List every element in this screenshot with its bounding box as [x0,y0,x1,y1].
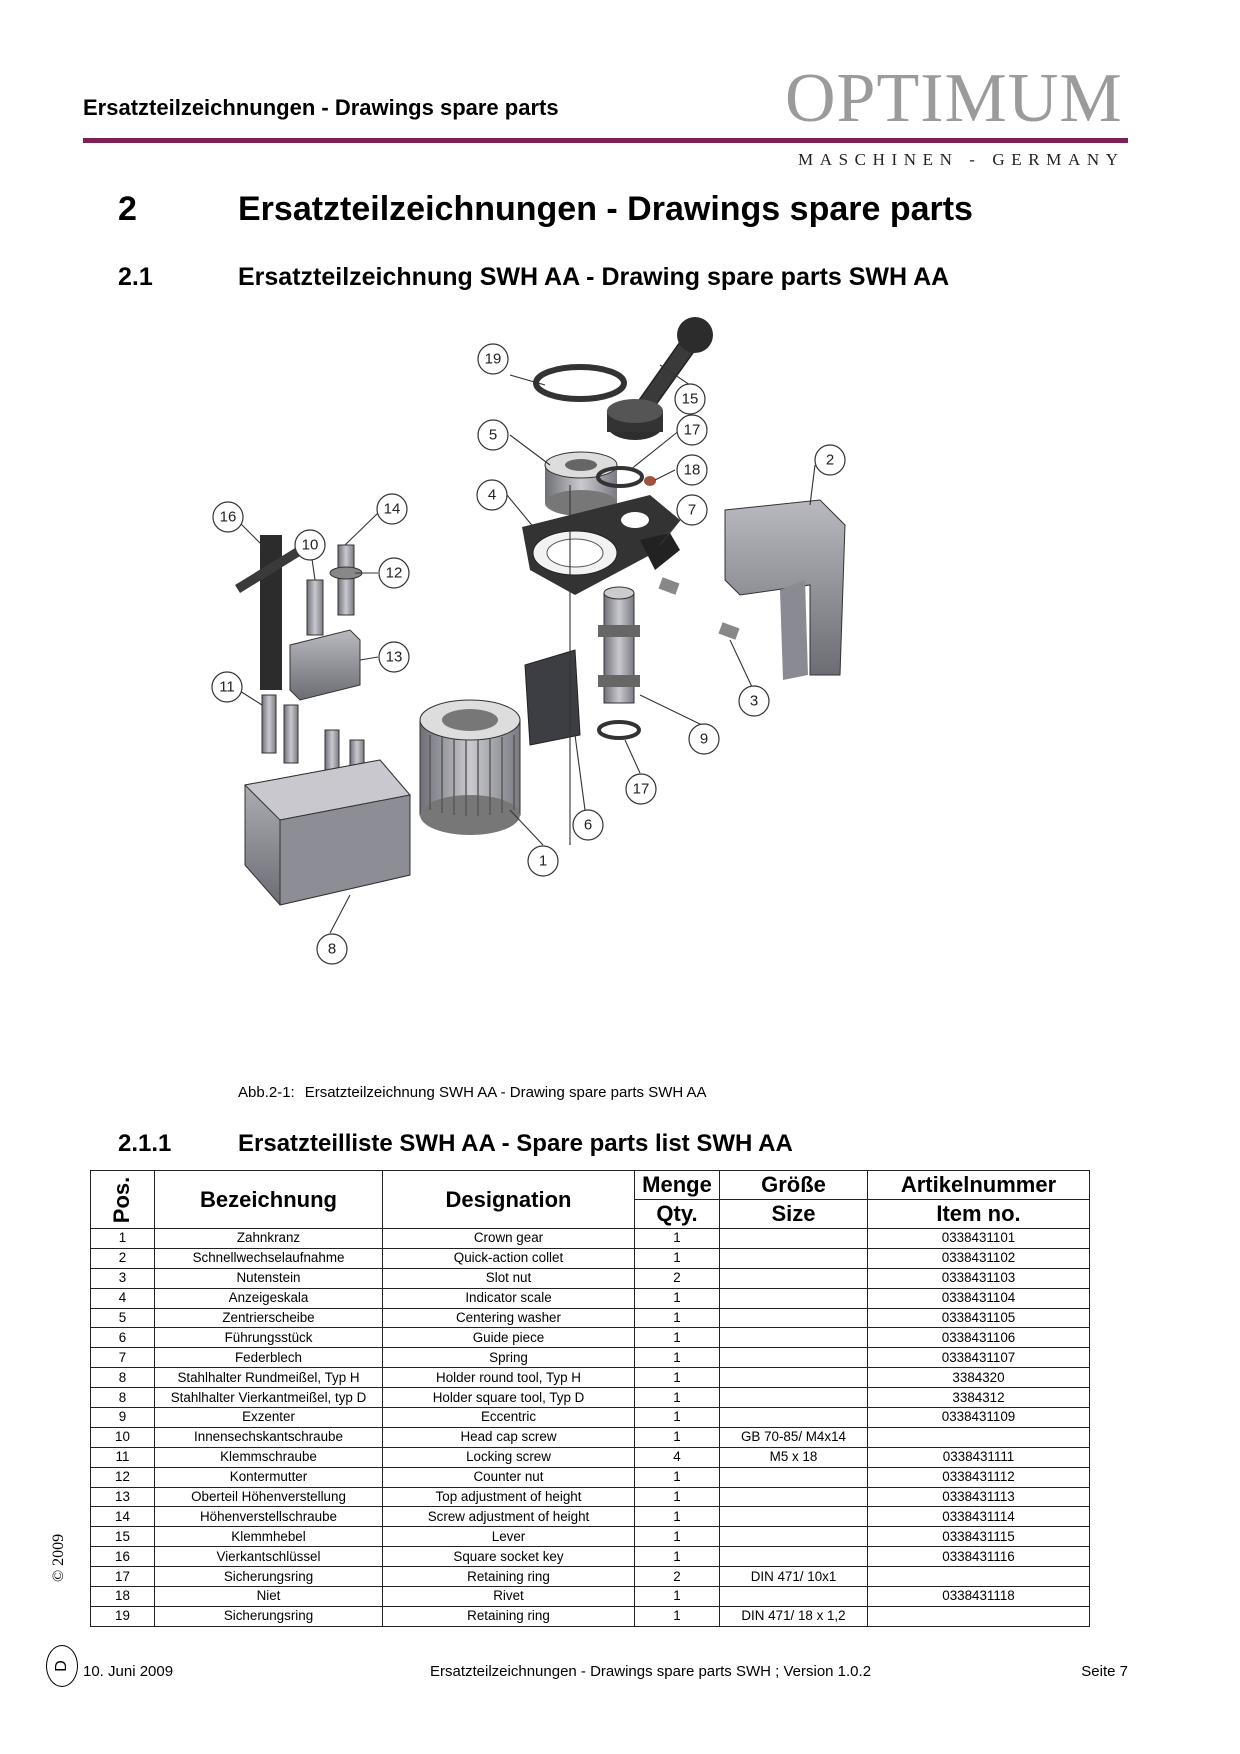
table-row [91,1547,1090,1567]
section-title: Ersatzteilzeichnungen - Drawings spare parts [238,190,973,228]
cell-qty: 2 [635,1268,720,1288]
cell-designation: Head cap screw [383,1427,635,1447]
header-groesse: Größe [720,1171,868,1200]
table-row [91,1567,1090,1587]
figure-caption [238,1084,707,1101]
cell-bezeichnung: Vierkantschlüssel [155,1547,383,1567]
header-menge: Menge [635,1171,720,1200]
cell-qty: 1 [635,1308,720,1328]
part-tool-holder [245,760,410,905]
cell-pos: 2 [91,1248,155,1268]
cell-item-no: 0338431103 [868,1268,1090,1288]
table-row [91,1447,1090,1467]
cell-item-no [868,1427,1090,1447]
table-row [91,1229,1090,1249]
header-rule [83,138,1128,143]
cell-pos: 6 [91,1328,155,1348]
callout-2 [815,445,845,475]
table-row [91,1308,1090,1328]
cell-qty: 1 [635,1487,720,1507]
cell-designation: Retaining ring [383,1567,635,1587]
table-row [91,1248,1090,1268]
cell-designation: Lever [383,1527,635,1547]
table-row [91,1368,1090,1388]
cell-pos: 1 [91,1229,155,1249]
cell-pos: 3 [91,1268,155,1288]
cell-item-no: 0338431102 [868,1248,1090,1268]
svg-text:5: 5 [488,426,498,444]
cell-pos: 8 [91,1388,155,1408]
cell-designation: Screw adjustment of height [383,1507,635,1527]
cell-bezeichnung: Führungsstück [155,1328,383,1348]
svg-text:8: 8 [327,940,337,958]
part-eccentric [598,587,640,703]
table-row [91,1408,1090,1428]
svg-text:6: 6 [583,816,593,834]
callout-8 [317,934,347,964]
cell-pos: 17 [91,1567,155,1587]
cell-size [720,1547,868,1567]
header-bezeichnung: Bezeichnung [155,1171,383,1229]
cell-pos: 11 [91,1447,155,1467]
cell-designation: Holder square tool, Typ D [383,1388,635,1408]
cell-bezeichnung: Oberteil Höhenverstellung [155,1487,383,1507]
table-row [91,1427,1090,1447]
table-row [91,1467,1090,1487]
table-row [91,1348,1090,1368]
callout-5 [478,420,508,450]
cell-size: GB 70-85/ M4x14 [720,1427,868,1447]
copyright-mark: © 2009 [50,1533,67,1582]
cell-item-no: 0338431115 [868,1527,1090,1547]
cell-pos: 14 [91,1507,155,1527]
callout-14 [377,494,407,524]
logo-tagline: MASCHINEN - GERMANY [798,150,1125,169]
callout-1 [528,846,558,876]
svg-text:10: 10 [301,536,319,554]
optimum-logo: OPTIMUM [785,60,1123,137]
subsection-title: Ersatzteilzeichnung SWH AA - Drawing spare parts SWH AA [238,263,950,291]
cell-bezeichnung: Anzeigeskala [155,1288,383,1308]
cell-qty: 1 [635,1328,720,1348]
table-row [91,1487,1090,1507]
svg-text:7: 7 [687,501,697,519]
table-row [91,1288,1090,1308]
cell-pos: 7 [91,1348,155,1368]
cell-designation: Indicator scale [383,1288,635,1308]
callout-4 [477,480,507,510]
exploded-parts-drawing [180,295,1050,1075]
cell-qty: 1 [635,1388,720,1408]
cell-qty: 1 [635,1368,720,1388]
svg-text:14: 14 [383,500,401,518]
cell-bezeichnung: Exzenter [155,1408,383,1428]
cell-item-no: 3384312 [868,1388,1090,1408]
part-crown-gear [420,700,520,835]
table-row [91,1606,1090,1626]
callout-10 [295,530,325,560]
svg-text:11: 11 [219,678,235,696]
callout-15 [675,384,705,414]
cell-bezeichnung: Kontermutter [155,1467,383,1487]
cell-designation: Centering washer [383,1308,635,1328]
cell-qty: 1 [635,1547,720,1567]
subsubsection-number: 2.1.1 [118,1130,172,1157]
caption-text: Ersatzteilzeichnung SWH AA - Drawing spare parts SWH AA [304,1084,707,1101]
cell-size [720,1308,868,1328]
callout-13 [379,642,409,672]
cell-qty: 4 [635,1447,720,1467]
spare-parts-table [90,1170,1090,1627]
table-row [91,1587,1090,1607]
cell-designation: Eccentric [383,1408,635,1428]
cell-qty: 1 [635,1427,720,1447]
callout-17-bottom [626,774,656,804]
cell-bezeichnung: Stahlhalter Vierkantmeißel, typ D [155,1388,383,1408]
cell-item-no: 0338431111 [868,1447,1090,1467]
svg-text:17: 17 [683,421,701,439]
cell-item-no: 0338431101 [868,1229,1090,1249]
cell-bezeichnung: Stahlhalter Rundmeißel, Typ H [155,1368,383,1388]
cell-pos: 15 [91,1527,155,1547]
callout-3 [739,686,769,716]
cell-bezeichnung: Innensechskantschraube [155,1427,383,1447]
cell-qty: 1 [635,1348,720,1368]
part-quick-action-collet [725,500,845,680]
cell-pos: 8 [91,1368,155,1388]
cell-pos: 16 [91,1547,155,1567]
svg-text:1: 1 [538,852,548,870]
callout-16 [213,502,243,532]
cell-pos: 5 [91,1308,155,1328]
callout-7 [677,495,707,525]
cell-designation: Counter nut [383,1467,635,1487]
cell-bezeichnung: Niet [155,1587,383,1607]
cell-pos: 19 [91,1606,155,1626]
cell-size [720,1388,868,1408]
cell-size [720,1408,868,1428]
cell-designation: Rivet [383,1587,635,1607]
cell-designation: Top adjustment of height [383,1487,635,1507]
language-badge: D [46,1645,78,1687]
cell-bezeichnung: Klemmhebel [155,1527,383,1547]
callout-12 [379,558,409,588]
header-qty: Qty. [635,1200,720,1229]
callout-19 [478,344,508,374]
cell-size: M5 x 18 [720,1447,868,1467]
header-pos: Pos. [91,1171,155,1229]
cell-size: DIN 471/ 10x1 [720,1567,868,1587]
cell-item-no: 0338431116 [868,1547,1090,1567]
cell-bezeichnung: Zahnkranz [155,1229,383,1249]
cell-designation: Crown gear [383,1229,635,1249]
cell-size: DIN 471/ 18 x 1,2 [720,1606,868,1626]
subsection-number: 2.1 [118,263,153,291]
cell-qty: 1 [635,1527,720,1547]
callout-17-top [677,415,707,445]
cell-bezeichnung: Nutenstein [155,1268,383,1288]
cell-designation: Slot nut [383,1268,635,1288]
cell-qty: 1 [635,1507,720,1527]
caption-prefix: Abb.2-1: [238,1084,295,1101]
cell-qty: 1 [635,1467,720,1487]
svg-text:3: 3 [749,692,759,710]
cell-size [720,1527,868,1547]
svg-text:2: 2 [825,451,835,469]
callout-9 [689,724,719,754]
callout-6 [573,810,603,840]
cell-designation: Retaining ring [383,1606,635,1626]
cell-designation: Quick-action collet [383,1248,635,1268]
svg-text:13: 13 [385,648,403,666]
cell-size [720,1587,868,1607]
cell-qty: 1 [635,1229,720,1249]
cell-item-no: 0338431109 [868,1408,1090,1428]
cell-qty: 1 [635,1606,720,1626]
cell-item-no: 0338431113 [868,1487,1090,1507]
cell-size [720,1487,868,1507]
table-row [91,1328,1090,1348]
cell-item-no: 0338431105 [868,1308,1090,1328]
svg-text:18: 18 [683,461,701,479]
svg-text:16: 16 [219,508,237,526]
cell-size [720,1288,868,1308]
spare-parts-rows [91,1229,1090,1627]
cell-bezeichnung: Höhenverstellschraube [155,1507,383,1527]
cell-item-no: 0338431114 [868,1507,1090,1527]
table-row [91,1268,1090,1288]
cell-size [720,1268,868,1288]
cell-qty: 2 [635,1567,720,1587]
cell-bezeichnung: Sicherungsring [155,1606,383,1626]
cell-designation: Square socket key [383,1547,635,1567]
svg-text:12: 12 [385,564,403,582]
header-designation: Designation [383,1171,635,1229]
cell-bezeichnung: Zentrierscheibe [155,1308,383,1328]
header-size: Size [720,1200,868,1229]
callout-11 [212,672,242,702]
table-row [91,1507,1090,1527]
cell-pos: 4 [91,1288,155,1308]
cell-designation: Guide piece [383,1328,635,1348]
cell-designation: Locking screw [383,1447,635,1467]
cell-item-no: 0338431118 [868,1587,1090,1607]
cell-bezeichnung: Federblech [155,1348,383,1368]
cell-pos: 9 [91,1408,155,1428]
header-title: Ersatzteilzeichnungen - Drawings spare parts [83,95,559,120]
cell-designation: Holder round tool, Typ H [383,1368,635,1388]
subsubsection-title: Ersatzteilliste SWH AA - Spare parts list SWH AA [238,1130,793,1157]
cell-qty: 1 [635,1248,720,1268]
footer-document-title: Ersatzteilzeichnungen - Drawings spare parts SWH ; Version 1.0.2 [430,1663,872,1680]
cell-bezeichnung: Klemmschraube [155,1447,383,1467]
cell-size [720,1467,868,1487]
svg-text:17: 17 [632,780,650,798]
cell-item-no: 0338431107 [868,1348,1090,1368]
cell-item-no: 0338431112 [868,1467,1090,1487]
table-row [91,1388,1090,1408]
cell-size [720,1229,868,1249]
cell-item-no [868,1567,1090,1587]
cell-pos: 13 [91,1487,155,1507]
cell-designation: Spring [383,1348,635,1368]
cell-pos: 18 [91,1587,155,1607]
cell-bezeichnung: Sicherungsring [155,1567,383,1587]
cell-size [720,1248,868,1268]
svg-text:4: 4 [487,486,497,504]
cell-item-no: 0338431106 [868,1328,1090,1348]
cell-qty: 1 [635,1408,720,1428]
table-row [91,1527,1090,1547]
part-lever [180,295,713,440]
cell-pos: 10 [91,1427,155,1447]
cell-size [720,1328,868,1348]
cell-item-no: 0338431104 [868,1288,1090,1308]
header-item-no: Item no. [868,1200,1090,1229]
cell-item-no: 3384320 [868,1368,1090,1388]
footer-page-number: Seite 7 [1081,1663,1128,1680]
svg-text:9: 9 [699,730,709,748]
cell-item-no [868,1606,1090,1626]
cell-size [720,1368,868,1388]
cell-qty: 1 [635,1288,720,1308]
cell-pos: 12 [91,1467,155,1487]
callout-18 [677,455,707,485]
svg-text:15: 15 [681,390,699,408]
cell-size [720,1507,868,1527]
cell-size [720,1348,868,1368]
svg-text:19: 19 [484,350,502,368]
cell-bezeichnung: Schnellwechselaufnahme [155,1248,383,1268]
header-artikelnummer: Artikelnummer [868,1171,1090,1200]
cell-qty: 1 [635,1587,720,1607]
footer-date: 10. Juni 2009 [83,1663,174,1680]
section-number: 2 [118,190,137,228]
